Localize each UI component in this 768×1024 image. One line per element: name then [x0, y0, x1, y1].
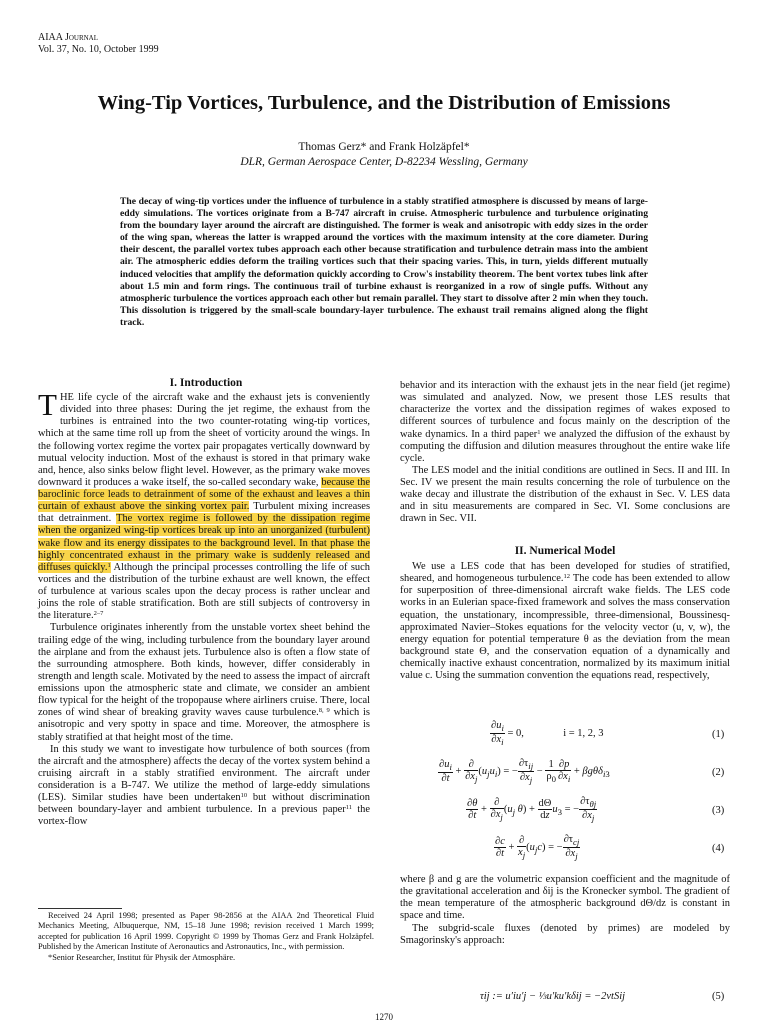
journal-header [38, 32, 159, 56]
affiliation: DLR, German Aerospace Center, D-82234 Wessling, Germany [240, 156, 528, 168]
intro-paragraph-2: Turbulence originates inherently from the unstable vortex sheet behind the trailing edge of the wing, including turbulence from the boundary layer around the airplane and from the exhaust jets. Turbulence also is often a flow state of the surrounding atmosphere. Both kinds, however, differ considerably in strength and length scale. Motivated by the need to assess the impact of aircraft emissions upon the atmospheric state and climate, we consider an ambient flow typical for the height of the tropopause where airliners cruise. There, local zones of wind shear of breaking gravity waves cause turbulence.$^{8, 9}$ which is anisotropic and very spotty in space and time. Moreover, the atmosphere is stably stratified at that height most of the time. [38, 622, 370, 743]
right-paragraph-2: The LES model and the initial conditions are outlined in Secs. II and III. In Sec. IV we present the main results concerning the role of turbulence on the wake decay and illustrate the distribution of the exhaust in Sec. V. LES data and in situ measurements are compared in Sec. VI. Some conclusions are drawn in Sec. VII. [400, 464, 730, 525]
footnote-rule [38, 908, 122, 909]
introduction-heading: I. Introduction [169, 377, 243, 389]
equation-5: τij := u′iu′j − ⅓u′ku′kδij = −2νtSij [480, 991, 626, 1002]
right-paragraph-5: The subgrid-scale fluxes (denoted by primes) are modeled by Smagorinsky's approach: [400, 922, 730, 946]
senior-footnote: *Senior Researcher, Institut für Physik der Atmosphäre. [48, 952, 236, 962]
equation-3: $\frac{\partial\theta}{\partial t}$ + ∂ $\partial x_j$ ($u_j$ θ) + $\frac{d\Theta}{dz}$ $u_3$ = − $\partial\tau_{\theta j}$ $\partial x_j$ [467, 796, 597, 824]
journal-name: AIAA Journal [38, 32, 99, 43]
right-column-bottom [400, 874, 730, 947]
highlighted-text: because the baroclinic force leads to detrainment of some of the exhaust and leaves a thin curtain of exhaust above the sinking vortex pair. [38, 476, 370, 513]
highlighted-text: The vortex regime is followed by the dissipation regime when the organized wing-tip vortices break up into an unorganized (turbulent) wake flow and its energy dissipates to the background level. In that phase the highly concentrated exhaust in the primary wake is suddenly released and diffuses quickly.$^1$ [38, 513, 370, 573]
right-column-model [400, 561, 730, 682]
right-column-top [400, 380, 730, 526]
intro-paragraph-1: THE life cycle of the aircraft wake and the exhaust jets is conveniently divided into three phases: During the jet regime, the exhaust from the turbines is entrained into the two counter-rotating wing-tip vortices, which at the same time roll up from the sheet of vorticity around the wings. In the following vortex regime the vortex pair propagates vertically downward by mutual velocity induction. Most of the exhaust is stored in that primary wake and, hence, also sinks below flight level. However, as the primary wake moves downward it produces a wake itself, the so-called secondary wake, because the baroclinic force leads to detrainment of some of the exhaust and leaves a thin curtain of exhaust above the sinking vortex pair. Turbulent mixing increases that detrainment. The vortex regime is followed by the dissipation regime when the organized wing-tip vortices break up into an unorganized (turbulent) wake flow and its energy dissipates to the background level. In that phase the highly concentrated exhaust in the primary wake is suddenly released and diffuses quickly.$^1$ Although the principal processes controlling the life of such vortices and the distribution of the turbine exhaust are well known, the effect of turbulence at various scales upon the decay process is rather unclear and joins the role of stable stratification. Both are still subjects of controversy in the literature.$^{2-7}$ [38, 387, 371, 622]
equation-number-3: (3) [712, 805, 725, 816]
authors: Thomas Gerz* and Frank Holzäpfel* [298, 141, 470, 153]
model-paragraph: We use a LES code that has been developed for studies of stratified, sheared, and homogeneous turbulence.$^{12}$ The code has been extended to allow for superposition of three-dimensional aircraft wake fields. The LES code works in an Eulerian space-fixed framework and solves the mass conservation equation, the unstationary, incompressible, three-dimensional, Boussinesq-approximated Navier–Stokes equations for the velocity vector (u, v, w), the energy equation for potential temperature θ as the deviation from the mean background state Θ, and the conservation equation of a dynamically and chemically inactive exhaust concentration, normalized by its maximum initial value c. Using the summation convention the equations read, respectively, [400, 561, 730, 682]
equation-number-5: (5) [712, 991, 725, 1002]
page-number: 1270 [375, 1012, 393, 1022]
footnotes [38, 911, 374, 963]
equation-4: $\frac{\partial c}{\partial t}$ + ∂ $x_j$ $(u_jc)$ = − $\partial\tau_{cj}$ $\partial x_j$ [495, 834, 580, 862]
journal-volume: Vol. 37, No. 10, October 1999 [38, 44, 159, 55]
equation-2: $\frac{\partial u_i}{\partial t}$ + ∂ $\partial x_j$ $(u_ju_i)$ = − $\partial\tau_{ij}$ $\partial x_j$ − $\frac{1}{\rho_0}$ $\frac{\partial p}{\partial x_i}$ + βgθδ$_{i3}$ [439, 758, 610, 786]
left-column [38, 387, 371, 829]
equation-number-2: (2) [712, 767, 725, 778]
right-paragraph-4: where β and g are the volumetric expansion coefficient and the magnitude of the gravitational acceleration and δij is the Kronecker symbol. The gradient of the mean temperature of the atmospheric background dΘ/dz is constant in space and time. [400, 874, 730, 922]
paper-title: Wing-Tip Vortices, Turbulence, and the Distribution of Emissions [97, 92, 671, 114]
drop-cap: T [38, 387, 57, 422]
equation-number-4: (4) [712, 843, 725, 854]
numerical-model-heading: II. Numerical Model [514, 545, 616, 557]
received-footnote: Received 24 April 1998; presented as Paper 98-2856 at the AIAA 2nd Theoretical Fluid Mechanics Meeting, Albuquerque, NM, 15–18 June 1998; revision received 1 March 1999; accepted for publication 16 April 1999. Copyright © 1999 by Thomas Gerz and Frank Holzäpfel. Published by the American Institute of Aeronautics and Astronautics, Inc., with permission. [38, 911, 374, 952]
intro-paragraph-3: In this study we want to investigate how turbulence of both sources (from the aircraft and the atmosphere) affects the decay of the vortex system behind a cruising aircraft in a stably stratified environment. The aircraft under consideration is a B-747. We utilize the method of large-eddy simulations (LES). Similar studies have been undertaken$^{10}$ but without discrimination between boundary-layer and ambient turbulence. In a previous paper$^{11}$ the vortex-flow [38, 743, 370, 828]
right-paragraph-1: behavior and its interaction with the exhaust jets in the near field (jet regime) was simulated and analyzed. Now, we present those LES results that characterize the vortex and the dissipation regimes of wakes exposed to different sources of turbulence and focus mainly on the description of the wake dynamics. In a third paper$^1$ we analyzed the diffusion of the exhaust by computing the diffusion and dilution measures throughout the entire wake life cycle. [400, 380, 730, 464]
equation-number-1: (1) [712, 729, 725, 740]
equation-1: $\frac{\partial u_i}{\partial x_i}$ = 0, i = 1, 2, 3 [491, 720, 604, 748]
abstract: The decay of wing-tip vortices under the influence of turbulence in a stably stratified atmosphere is discussed by means of large-eddy simulations. The vortices originate from a B-747 aircraft in cruise. Atmospheric turbulence and turbulence originating from the boundary layer around the aircraft are distinguished. The former is weak and anisotropic with eddy sizes in the order of the wing span, whereas the latter is wrapped around the vortices with the maximum intensity at the core diameter. During their descent, the parallel vortex tubes approach each other because stratification and turbulence detrain mass into the ambient air. The atmospheric eddies deform the trailing vortices such that their spacing varies. This, in turn, yields different mutually induced velocities that amplify the deformation quickly according to Crow's instability theorem. The bent vortex tubes link after about 1.5 min and form rings. The continuous trail of turbine exhaust is reorganized in a row of single puffs. Without any atmospheric turbulence the vortices approach each other but remain parallel. They start to dissolve after 2 min when they touch. This dissolution is triggered by the small-scale boundary-layer turbulence. The exhaust trail remains aligned along the flight track. [120, 196, 648, 328]
